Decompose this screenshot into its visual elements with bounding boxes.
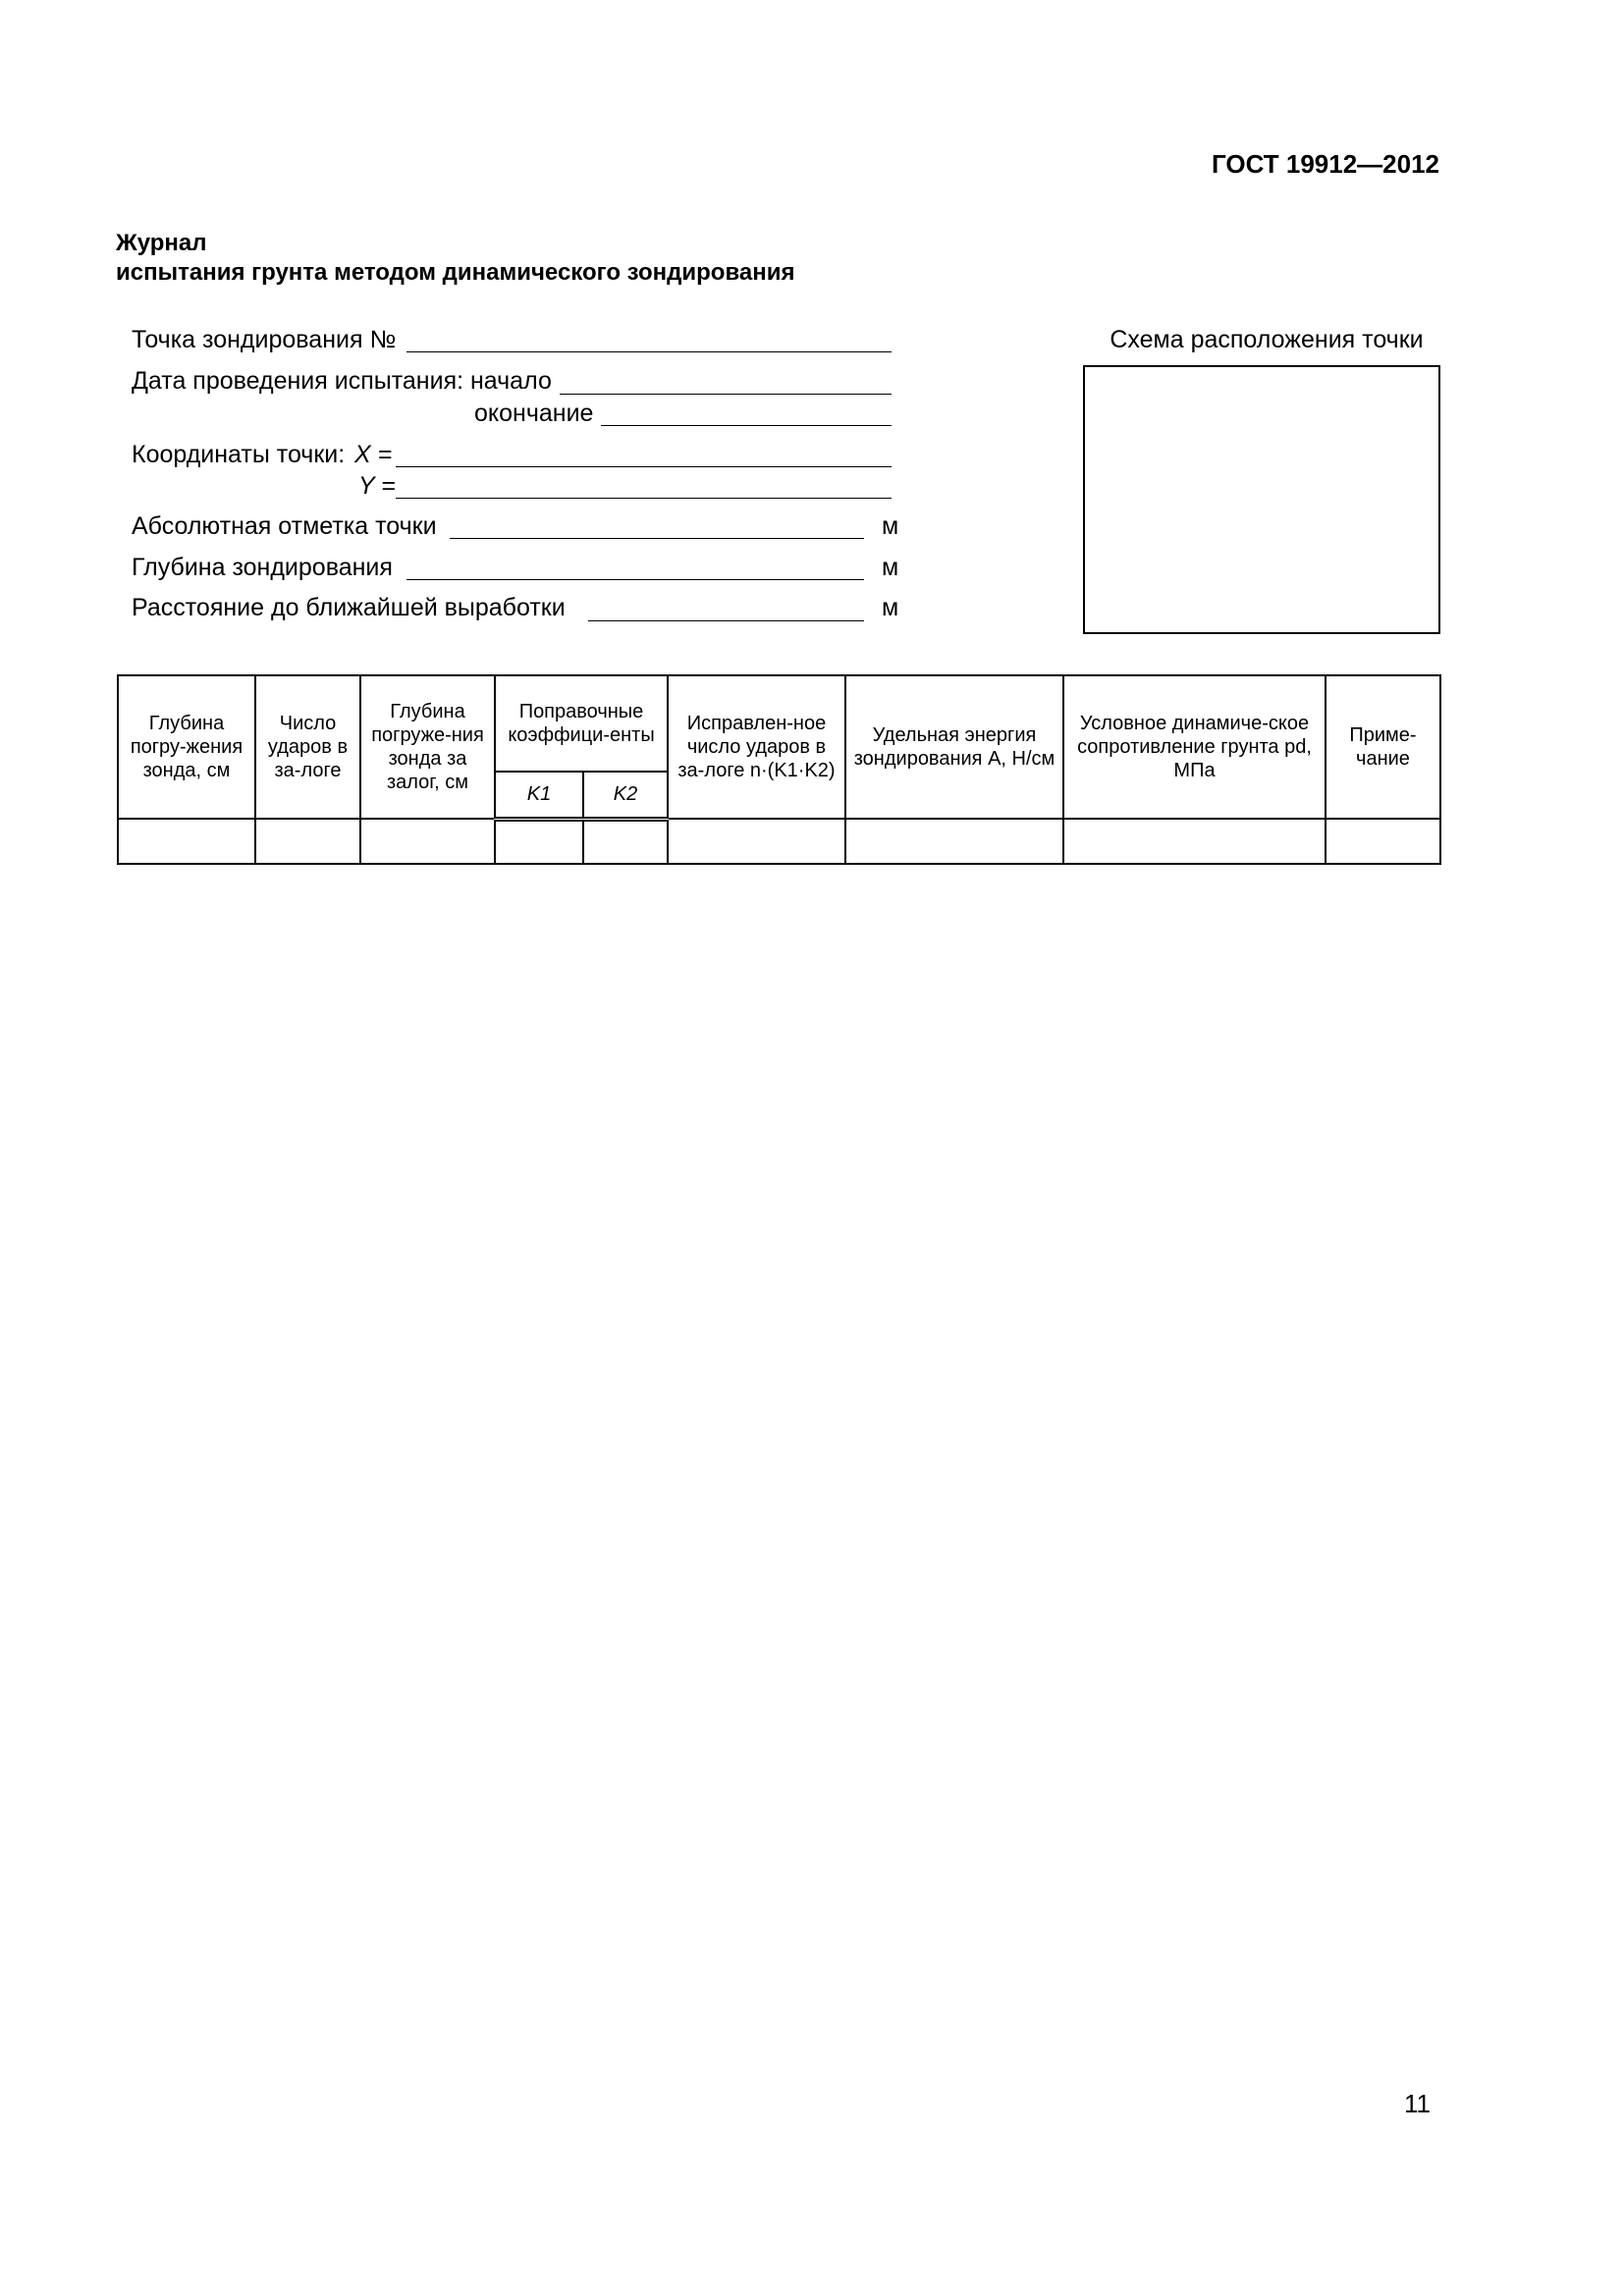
distance-field[interactable] — [588, 620, 864, 621]
test-date-start-label: Дата проведения испытания: начало — [132, 367, 552, 395]
sounding-log-table — [117, 674, 1441, 865]
coordinate-y-field[interactable] — [396, 498, 892, 499]
absolute-mark-label: Абсолютная отметка точки — [132, 512, 437, 540]
header-depth-per-set: Глубина погруже-ния зонда за залог, см — [360, 675, 495, 819]
table-row — [118, 819, 1440, 864]
point-number-label: Точка зондирования № — [132, 326, 397, 353]
distance-unit: м — [882, 594, 899, 621]
point-number-field[interactable] — [406, 351, 892, 352]
header-corrected-blow-count: Исправлен-ное число ударов в за-логе n·(K1·K2) — [668, 675, 845, 819]
header-k2: K2 — [583, 772, 668, 819]
table-cell[interactable] — [583, 819, 668, 864]
test-date-start-field[interactable] — [560, 394, 892, 395]
test-date-end-label: окончание — [474, 400, 594, 427]
absolute-mark-unit: м — [882, 512, 899, 540]
table-cell[interactable] — [495, 819, 583, 864]
table-cell[interactable] — [255, 819, 360, 864]
header-note: Приме-чание — [1326, 675, 1440, 819]
coordinate-x-label: X = — [354, 441, 393, 468]
coordinates-label: Координаты точки: — [132, 441, 346, 468]
distance-label: Расстояние до ближайшей выработки — [132, 594, 566, 621]
header-correction-coefficients: Поправочные коэффици-енты — [495, 675, 668, 772]
test-date-end-field[interactable] — [601, 425, 892, 426]
scheme-label: Схема расположения точки — [1110, 326, 1424, 353]
absolute-mark-field[interactable] — [450, 538, 864, 539]
scheme-box[interactable] — [1083, 365, 1440, 634]
coordinate-x-field[interactable] — [396, 466, 892, 467]
sounding-depth-field[interactable] — [406, 579, 864, 580]
header-depth: Глубина погру-жения зонда, см — [118, 675, 255, 819]
table-cell[interactable] — [668, 819, 845, 864]
header-k1: K1 — [495, 772, 583, 819]
header-blow-count: Число ударов в за-логе — [255, 675, 360, 819]
table-cell[interactable] — [118, 819, 255, 864]
coordinate-y-label: Y = — [358, 472, 396, 500]
sounding-depth-unit: м — [882, 554, 899, 581]
standard-number: ГОСТ 19912—2012 — [1212, 149, 1439, 179]
header-dynamic-resistance: Условное динамиче-ское сопротивление грунта pd, МПа — [1063, 675, 1326, 819]
page-number: 11 — [1404, 2089, 1431, 2118]
table-cell[interactable] — [1326, 819, 1440, 864]
document-subtitle: испытания грунта методом динамического зондирования — [116, 259, 795, 286]
table-cell[interactable] — [1063, 819, 1326, 864]
document-title: Журнал — [116, 230, 207, 256]
sounding-depth-label: Глубина зондирования — [132, 554, 393, 581]
table-cell[interactable] — [360, 819, 495, 864]
table-cell[interactable] — [845, 819, 1063, 864]
header-specific-energy: Удельная энергия зондирования A, Н/см — [845, 675, 1063, 819]
